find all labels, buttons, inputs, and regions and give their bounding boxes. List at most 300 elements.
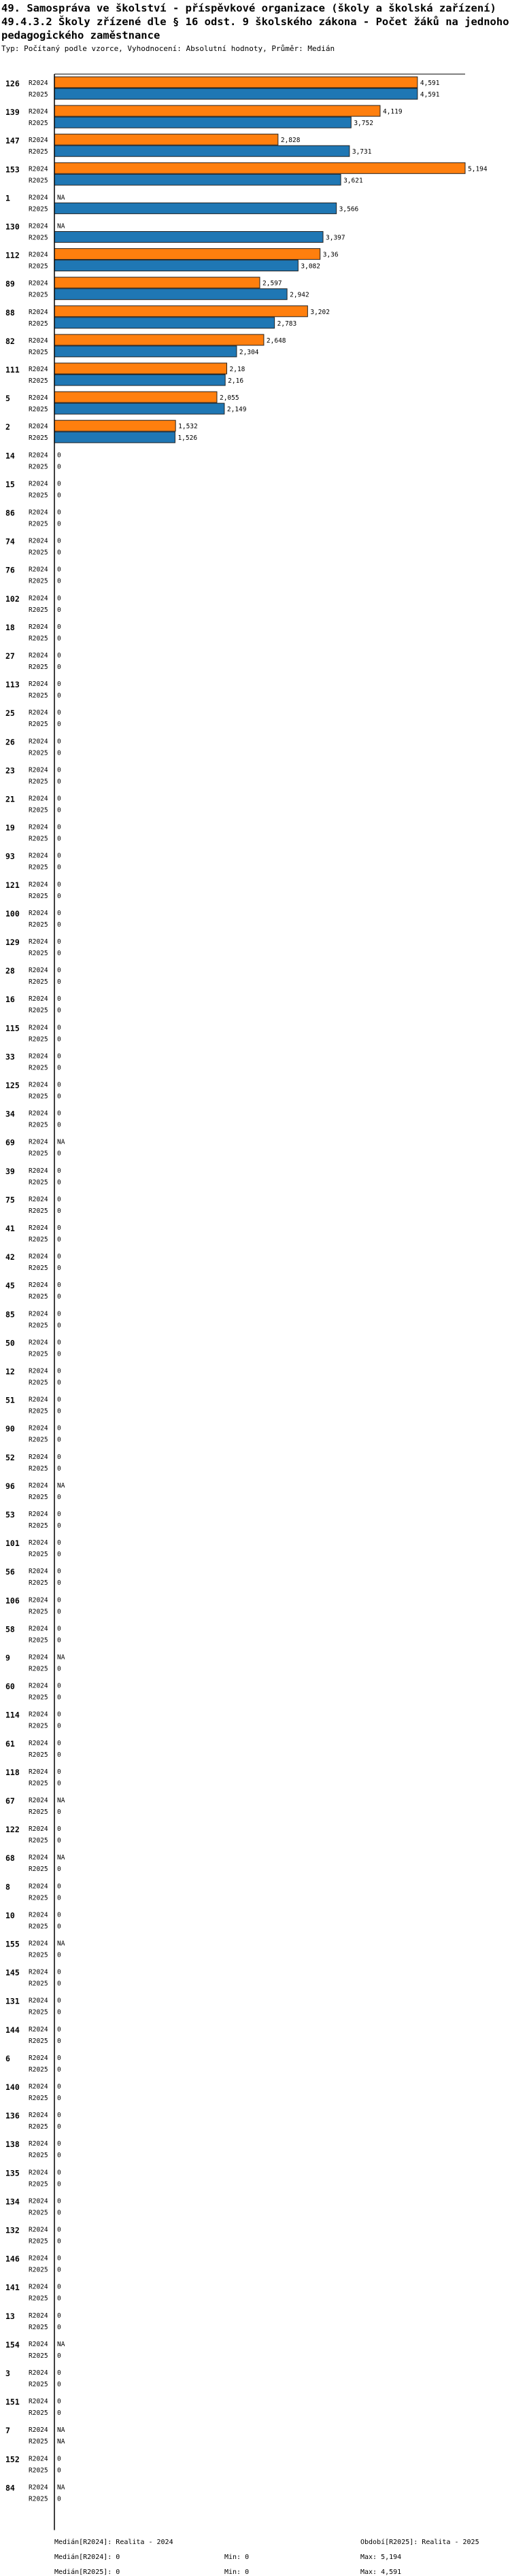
category-label: 86 bbox=[5, 508, 15, 518]
series-label: R2024 bbox=[29, 2197, 48, 2205]
category-label: 126 bbox=[5, 79, 20, 88]
series-label: R2025 bbox=[29, 2438, 48, 2446]
series-label: R2024 bbox=[29, 1424, 48, 1432]
series-label: R2024 bbox=[29, 1883, 48, 1891]
category-label: 144 bbox=[5, 2025, 20, 2035]
bar-group bbox=[5, 995, 61, 1014]
value-label: 0 bbox=[57, 823, 61, 831]
value-label: 0 bbox=[57, 692, 61, 700]
category-label: 111 bbox=[5, 365, 20, 375]
series-label: R2025 bbox=[29, 2381, 48, 2388]
value-label: 0 bbox=[57, 1407, 61, 1415]
series-label: R2025 bbox=[29, 1178, 48, 1186]
bar-group bbox=[5, 1682, 61, 1702]
category-label: 106 bbox=[5, 1596, 20, 1606]
series-label: R2025 bbox=[29, 1522, 48, 1530]
series-label: R2024 bbox=[29, 995, 48, 1003]
bar-r2025 bbox=[54, 346, 237, 357]
value-label: 0 bbox=[57, 1579, 61, 1587]
bar-group bbox=[5, 594, 61, 614]
category-label: 88 bbox=[5, 307, 15, 317]
bar-group bbox=[5, 2340, 65, 2360]
bar-group bbox=[5, 392, 247, 414]
value-label: 0 bbox=[57, 1064, 61, 1072]
series-label: R2025 bbox=[29, 1579, 48, 1587]
value-label: 0 bbox=[57, 1866, 61, 1874]
category-label: 121 bbox=[5, 880, 20, 890]
value-label: 0 bbox=[57, 2398, 61, 2406]
value-label: 0 bbox=[57, 2226, 61, 2234]
value-label: 0 bbox=[57, 1379, 61, 1387]
series-label: R2024 bbox=[29, 1052, 48, 1061]
na-label: NA bbox=[57, 1797, 65, 1804]
na-label: NA bbox=[57, 222, 65, 230]
value-label: 0 bbox=[57, 1453, 61, 1461]
series-label: R2025 bbox=[29, 863, 48, 872]
bar-group bbox=[5, 451, 61, 470]
value-label: 0 bbox=[57, 2095, 61, 2102]
series-label: R2024 bbox=[29, 2226, 48, 2234]
series-label: R2024 bbox=[29, 909, 48, 917]
value-label: 0 bbox=[57, 1367, 61, 1375]
value-label: 0 bbox=[57, 2467, 61, 2475]
bar-group bbox=[5, 1252, 61, 1272]
value-label: 1,532 bbox=[178, 423, 198, 431]
series-label: R2024 bbox=[29, 1195, 48, 1203]
value-label: 0 bbox=[57, 863, 61, 872]
value-label: 0 bbox=[57, 2112, 61, 2120]
bar-group bbox=[5, 1138, 65, 1158]
series-label: R2024 bbox=[29, 566, 48, 574]
series-label: R2025 bbox=[29, 1379, 48, 1387]
series-label: R2024 bbox=[29, 2283, 48, 2291]
bar-group bbox=[5, 2283, 61, 2303]
series-label: R2024 bbox=[29, 537, 48, 545]
bar-group bbox=[5, 1481, 65, 1501]
series-label: R2024 bbox=[29, 1167, 48, 1175]
value-label: 0 bbox=[57, 451, 61, 460]
bar-group bbox=[5, 1768, 61, 1787]
series-label: R2025 bbox=[29, 1894, 48, 1902]
series-label: R2025 bbox=[29, 1636, 48, 1645]
bar-group bbox=[5, 1023, 61, 1043]
value-label: 0 bbox=[57, 1265, 61, 1273]
value-label: 0 bbox=[57, 2008, 61, 2016]
value-label: 0 bbox=[57, 721, 61, 729]
value-label: 0 bbox=[57, 2323, 61, 2331]
category-label: 147 bbox=[5, 136, 20, 146]
bar-group bbox=[5, 1453, 61, 1473]
bar-group bbox=[5, 1424, 61, 1444]
series-label: R2025 bbox=[29, 1293, 48, 1301]
bar-group bbox=[5, 2082, 61, 2102]
bar-group bbox=[5, 1052, 61, 1071]
bar-group bbox=[5, 909, 61, 929]
series-label: R2024 bbox=[29, 795, 48, 803]
category-label: 113 bbox=[5, 680, 20, 690]
value-label: 0 bbox=[57, 2266, 61, 2274]
value-label: 0 bbox=[57, 1951, 61, 1959]
value-label: 0 bbox=[57, 1883, 61, 1891]
series-label: R2024 bbox=[29, 394, 48, 402]
na-label: NA bbox=[57, 2484, 65, 2492]
bar-group bbox=[5, 1510, 61, 1530]
value-label: 0 bbox=[57, 880, 61, 889]
series-label: R2025 bbox=[29, 348, 48, 356]
series-label: R2025 bbox=[29, 1608, 48, 1616]
series-label: R2024 bbox=[29, 1940, 48, 1948]
bar-group bbox=[5, 1711, 61, 1730]
bar-group bbox=[5, 2483, 65, 2503]
series-label: R2025 bbox=[29, 1322, 48, 1330]
series-label: R2025 bbox=[29, 2180, 48, 2188]
value-label: 0 bbox=[57, 681, 61, 689]
na-label: NA bbox=[57, 2438, 65, 2446]
bar-group bbox=[5, 823, 61, 843]
category-label: 23 bbox=[5, 766, 15, 776]
bar-group bbox=[5, 1853, 65, 1873]
value-label: 0 bbox=[57, 1150, 61, 1158]
value-label: 0 bbox=[57, 2140, 61, 2148]
value-label: 0 bbox=[57, 909, 61, 917]
series-label: R2024 bbox=[29, 681, 48, 689]
series-label: R2025 bbox=[29, 1407, 48, 1415]
bar-group bbox=[5, 1796, 65, 1816]
bar-group bbox=[5, 2312, 61, 2331]
value-label: 0 bbox=[57, 2312, 61, 2320]
value-label: 0 bbox=[57, 2123, 61, 2131]
category-label: 114 bbox=[5, 1710, 20, 1720]
category-label: 130 bbox=[5, 222, 20, 232]
series-label: R2024 bbox=[29, 2112, 48, 2120]
bar-group bbox=[5, 2054, 61, 2074]
bar-group bbox=[5, 77, 440, 99]
bar-r2025 bbox=[54, 145, 350, 156]
value-label: 0 bbox=[57, 1322, 61, 1330]
series-label: R2024 bbox=[29, 1911, 48, 1919]
bar-group bbox=[5, 1653, 65, 1673]
bar-group bbox=[5, 2426, 65, 2445]
bar-r2024 bbox=[54, 249, 320, 260]
series-label: R2025 bbox=[29, 463, 48, 471]
category-label: 89 bbox=[5, 279, 15, 289]
series-label: R2024 bbox=[29, 480, 48, 488]
na-label: NA bbox=[57, 1653, 65, 1662]
series-label: R2025 bbox=[29, 1722, 48, 1730]
value-label: 0 bbox=[57, 1282, 61, 1290]
series-label: R2024 bbox=[29, 1081, 48, 1089]
value-label: 2,828 bbox=[280, 137, 301, 145]
series-label: R2024 bbox=[29, 1367, 48, 1375]
series-label: R2025 bbox=[29, 1694, 48, 1702]
category-label: 7 bbox=[5, 2426, 10, 2436]
series-label: R2024 bbox=[29, 594, 48, 602]
bar-group bbox=[5, 509, 61, 528]
category-label: 112 bbox=[5, 250, 20, 260]
value-label: 3,202 bbox=[310, 308, 330, 316]
chart-title-line-2: 49.4.3.2 Školy zřízené dle § 16 odst. 9 školského zákona - Počet žáků na jednoho bbox=[1, 16, 509, 28]
value-label: 0 bbox=[57, 520, 61, 528]
category-label: 100 bbox=[5, 908, 20, 918]
value-label: 0 bbox=[57, 2065, 61, 2074]
series-label: R2024 bbox=[29, 1282, 48, 1290]
bar-r2024 bbox=[54, 162, 465, 173]
value-label: 0 bbox=[57, 2025, 61, 2033]
series-label: R2024 bbox=[29, 938, 48, 946]
bar-group bbox=[5, 2025, 61, 2045]
bar-group bbox=[5, 1396, 61, 1415]
value-label: 0 bbox=[57, 1596, 61, 1604]
bar-group bbox=[5, 651, 61, 671]
value-label: 0 bbox=[57, 2409, 61, 2418]
category-label: 102 bbox=[5, 594, 20, 604]
bar-group bbox=[5, 966, 61, 986]
bar-group bbox=[5, 1624, 61, 1644]
series-label: R2024 bbox=[29, 2312, 48, 2320]
series-label: R2024 bbox=[29, 738, 48, 746]
value-label: 0 bbox=[57, 463, 61, 471]
category-label: 96 bbox=[5, 1481, 15, 1491]
category-label: 122 bbox=[5, 1825, 20, 1835]
series-label: R2024 bbox=[29, 2054, 48, 2062]
bar-group bbox=[5, 2397, 61, 2417]
series-label: R2025 bbox=[29, 2095, 48, 2102]
value-label: 0 bbox=[57, 1167, 61, 1175]
series-label: R2025 bbox=[29, 1007, 48, 1015]
series-label: R2025 bbox=[29, 1837, 48, 1845]
series-label: R2024 bbox=[29, 366, 48, 373]
na-label: NA bbox=[57, 1138, 65, 1146]
category-label: 19 bbox=[5, 823, 15, 833]
footer-stat: Medián[R2024]: 0 bbox=[54, 2553, 120, 2561]
value-label: 0 bbox=[57, 1539, 61, 1547]
series-label: R2025 bbox=[29, 492, 48, 500]
value-label: 0 bbox=[57, 1310, 61, 1318]
value-label: 0 bbox=[57, 549, 61, 557]
series-label: R2025 bbox=[29, 2352, 48, 2360]
bar-group bbox=[5, 938, 61, 957]
bar-r2025 bbox=[54, 232, 323, 243]
value-label: 0 bbox=[57, 1694, 61, 1702]
value-label: 0 bbox=[57, 480, 61, 488]
bar-group bbox=[5, 680, 61, 700]
bar-group bbox=[5, 420, 198, 443]
series-label: R2024 bbox=[29, 194, 48, 202]
series-label: R2025 bbox=[29, 177, 48, 185]
series-label: R2025 bbox=[29, 1980, 48, 1988]
bar-group bbox=[5, 105, 403, 128]
series-label: R2024 bbox=[29, 852, 48, 860]
series-label: R2025 bbox=[29, 1951, 48, 1959]
category-label: 61 bbox=[5, 1738, 15, 1749]
value-label: 2,16 bbox=[228, 377, 244, 385]
bar-group bbox=[5, 1596, 61, 1615]
value-label: 0 bbox=[57, 1195, 61, 1203]
value-label: 0 bbox=[57, 652, 61, 659]
series-label: R2024 bbox=[29, 2369, 48, 2377]
series-label: R2025 bbox=[29, 1064, 48, 1072]
category-label: 125 bbox=[5, 1080, 20, 1090]
category-label: 75 bbox=[5, 1195, 15, 1205]
value-label: 0 bbox=[57, 1551, 61, 1559]
bar-group bbox=[5, 2254, 61, 2274]
value-label: 0 bbox=[57, 2083, 61, 2091]
series-label: R2024 bbox=[29, 2455, 48, 2463]
bar-group bbox=[5, 623, 61, 642]
value-label: 0 bbox=[57, 492, 61, 500]
series-label: R2025 bbox=[29, 978, 48, 986]
value-label: 3,397 bbox=[326, 234, 345, 242]
value-label: 0 bbox=[57, 1825, 61, 1834]
bar-group bbox=[5, 880, 61, 900]
bar-group bbox=[5, 795, 61, 814]
value-label: 0 bbox=[57, 1081, 61, 1089]
bar-group bbox=[5, 1367, 61, 1387]
category-label: 27 bbox=[5, 651, 15, 661]
bar-group bbox=[5, 1968, 61, 1988]
category-label: 34 bbox=[5, 1109, 15, 1119]
value-label: 2,149 bbox=[226, 406, 247, 414]
category-label: 154 bbox=[5, 2339, 20, 2350]
category-label: 21 bbox=[5, 794, 15, 804]
bar-r2025 bbox=[54, 88, 418, 99]
value-label: 0 bbox=[57, 1997, 61, 2005]
series-label: R2025 bbox=[29, 1121, 48, 1129]
series-label: R2025 bbox=[29, 549, 48, 557]
value-label: 0 bbox=[57, 967, 61, 975]
category-label: 140 bbox=[5, 2082, 20, 2092]
bar-group bbox=[5, 249, 339, 271]
bar-group bbox=[5, 1567, 61, 1587]
series-label: R2024 bbox=[29, 279, 48, 288]
series-label: R2024 bbox=[29, 1825, 48, 1834]
value-label: 0 bbox=[57, 577, 61, 585]
series-label: R2025 bbox=[29, 1207, 48, 1215]
category-label: 42 bbox=[5, 1252, 15, 1263]
series-label: R2024 bbox=[29, 1396, 48, 1404]
series-label: R2025 bbox=[29, 1464, 48, 1473]
bar-group bbox=[5, 2369, 61, 2388]
value-label: 0 bbox=[57, 2369, 61, 2377]
value-label: 0 bbox=[57, 1464, 61, 1473]
category-label: 26 bbox=[5, 737, 15, 747]
category-label: 132 bbox=[5, 2225, 20, 2235]
value-label: 2,783 bbox=[277, 320, 297, 328]
bar-group bbox=[5, 1882, 61, 1902]
category-label: 52 bbox=[5, 1452, 15, 1462]
bar-group bbox=[5, 2226, 61, 2246]
series-label: R2025 bbox=[29, 2209, 48, 2217]
category-label: 153 bbox=[5, 165, 20, 175]
category-label: 67 bbox=[5, 1796, 15, 1806]
category-label: 45 bbox=[5, 1281, 15, 1291]
value-label: 0 bbox=[57, 709, 61, 717]
value-label: 0 bbox=[57, 978, 61, 986]
category-label: 1 bbox=[5, 193, 10, 203]
value-label: 0 bbox=[57, 623, 61, 631]
category-label: 13 bbox=[5, 2311, 15, 2321]
category-label: 74 bbox=[5, 536, 15, 547]
series-label: R2025 bbox=[29, 664, 48, 671]
series-label: R2024 bbox=[29, 2083, 48, 2091]
category-label: 131 bbox=[5, 1996, 20, 2006]
value-label: 0 bbox=[57, 2037, 61, 2045]
series-label: R2025 bbox=[29, 721, 48, 729]
series-label: R2024 bbox=[29, 2398, 48, 2406]
value-label: 0 bbox=[57, 1711, 61, 1719]
series-label: R2025 bbox=[29, 1035, 48, 1044]
footer-stat: Max: 5,194 bbox=[360, 2553, 402, 2561]
value-label: 4,591 bbox=[420, 80, 440, 87]
value-label: 0 bbox=[57, 1224, 61, 1232]
series-label: R2024 bbox=[29, 2340, 48, 2348]
value-label: 0 bbox=[57, 1665, 61, 1673]
value-label: 2,597 bbox=[262, 279, 282, 288]
series-label: R2025 bbox=[29, 1093, 48, 1101]
series-label: R2025 bbox=[29, 91, 48, 99]
series-label: R2024 bbox=[29, 1797, 48, 1804]
series-label: R2025 bbox=[29, 148, 48, 156]
bar-r2024 bbox=[54, 77, 418, 88]
bar-r2024 bbox=[54, 334, 264, 345]
value-label: 0 bbox=[57, 1636, 61, 1645]
value-label: 0 bbox=[57, 664, 61, 671]
series-label: R2025 bbox=[29, 1350, 48, 1358]
value-label: 2,055 bbox=[219, 394, 239, 402]
category-label: 136 bbox=[5, 2111, 20, 2121]
bar-group bbox=[5, 193, 359, 213]
series-label: R2024 bbox=[29, 108, 48, 116]
value-label: 0 bbox=[57, 1396, 61, 1404]
series-label: R2025 bbox=[29, 2152, 48, 2160]
series-label: R2024 bbox=[29, 652, 48, 659]
series-label: R2025 bbox=[29, 320, 48, 328]
value-label: 0 bbox=[57, 938, 61, 946]
value-label: 0 bbox=[57, 2254, 61, 2263]
series-label: R2025 bbox=[29, 2266, 48, 2274]
series-label: R2025 bbox=[29, 520, 48, 528]
value-label: 0 bbox=[57, 738, 61, 746]
category-label: 93 bbox=[5, 851, 15, 861]
series-label: R2024 bbox=[29, 2140, 48, 2148]
series-label: R2024 bbox=[29, 1310, 48, 1318]
category-label: 145 bbox=[5, 1968, 20, 1978]
series-label: R2024 bbox=[29, 1138, 48, 1146]
chart-subtitle: Typ: Počítaný podle vzorce, Vyhodnocení: Absolutní hodnoty, Průměr: Medián bbox=[1, 44, 335, 53]
value-label: 0 bbox=[57, 2209, 61, 2217]
category-label: 14 bbox=[5, 451, 15, 461]
category-label: 60 bbox=[5, 1681, 15, 1691]
value-label: 0 bbox=[57, 1339, 61, 1347]
series-label: R2024 bbox=[29, 451, 48, 460]
series-label: R2025 bbox=[29, 778, 48, 786]
bar-group bbox=[5, 479, 61, 499]
bar-group bbox=[5, 277, 309, 300]
bar-r2025 bbox=[54, 289, 287, 300]
value-label: 0 bbox=[57, 2495, 61, 2503]
series-label: R2024 bbox=[29, 1224, 48, 1232]
category-label: 115 bbox=[5, 1023, 20, 1033]
value-label: 0 bbox=[57, 1052, 61, 1061]
category-label: 139 bbox=[5, 107, 20, 118]
chart-title-line-1: 49. Samospráva ve školství - příspěvkové organizace (školy a školská zařízení) bbox=[1, 2, 496, 14]
series-label: R2025 bbox=[29, 1150, 48, 1158]
value-label: 0 bbox=[57, 1779, 61, 1787]
category-label: 2 bbox=[5, 422, 10, 432]
bar-group bbox=[5, 334, 286, 357]
series-label: R2024 bbox=[29, 1711, 48, 1719]
value-label: 0 bbox=[57, 1178, 61, 1186]
